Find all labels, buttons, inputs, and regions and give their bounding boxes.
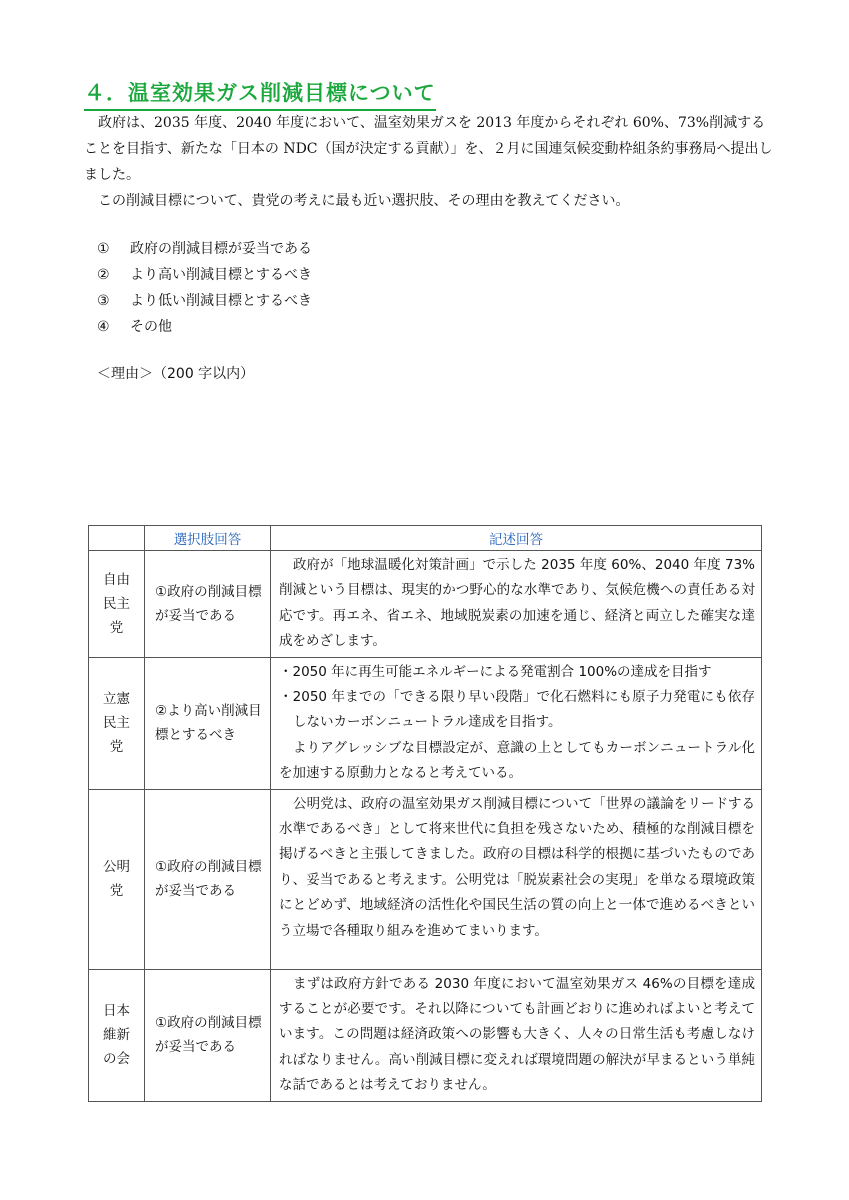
description-text: 政府が「地球温暖化対策計画」で示した 2035 年度 60%、2040 年度 73%削減という目標は、現実的かつ野心的な水準であり、気候危機への責任ある対応です。再エネ、省エネ、地域脱炭素の加速を通じ、経済と両立した確実な達成をめざします。 bbox=[279, 557, 755, 650]
option-item bbox=[97, 314, 312, 340]
option-label: その他 bbox=[130, 319, 172, 335]
party-name-line: 民主 bbox=[103, 715, 130, 732]
option-item bbox=[97, 262, 312, 288]
reason-label: ＜理由＞（200 字以内） bbox=[97, 366, 255, 382]
party-name bbox=[89, 969, 145, 1101]
choice-answer: ①政府の削減目標が妥当である bbox=[145, 551, 271, 658]
description-bullet: ・2050 年に再生可能エネルギーによる発電割合 100%の達成を目指す bbox=[279, 663, 712, 680]
option-label: より低い削減目標とするべき bbox=[130, 293, 312, 309]
header-description: 記述回答 bbox=[271, 526, 762, 551]
description-text: まずは政府方針である 2030 年度において温室効果ガス 46%の目標を達成することが必要です。それ以降についても計画どおりに進めればよいと考えています。この問題は経済政策への影響も大きく、人々の日常生活も考慮しなければなりません。高い削減目標に変えれば環境問題の解決が早まるという単純な話であるとは考えておりません。 bbox=[279, 975, 755, 1094]
party-name bbox=[89, 551, 145, 658]
option-number: ① bbox=[97, 241, 110, 257]
party-name-line: 民主 bbox=[103, 595, 130, 612]
choice-answer: ①政府の削減目標が妥当である bbox=[145, 969, 271, 1101]
description-answer bbox=[271, 789, 762, 969]
option-number: ② bbox=[97, 267, 110, 283]
party-name-line: 党 bbox=[109, 619, 124, 636]
intro-text bbox=[84, 110, 774, 214]
table-row bbox=[89, 789, 762, 969]
option-number: ④ bbox=[97, 319, 110, 335]
party-name-line: 党 bbox=[109, 739, 124, 756]
party-name-line: 公明 bbox=[103, 859, 130, 876]
header-choice: 選択肢回答 bbox=[145, 526, 271, 551]
description-answer bbox=[271, 969, 762, 1101]
description-bullet: ・2050 年までの「できる限り早い段階」で化石燃料にも原子力発電にも依存しないカーボンニュートラル達成を目指す。 bbox=[279, 689, 755, 731]
option-number: ③ bbox=[97, 293, 110, 309]
party-name bbox=[89, 657, 145, 789]
options-list bbox=[97, 236, 312, 340]
intro-question: この削減目標について、貴党の考えに最も近い選択肢、その理由を教えてください。 bbox=[98, 193, 630, 209]
party-name-line: 維新 bbox=[103, 1027, 130, 1044]
table-row bbox=[89, 551, 762, 658]
option-item bbox=[97, 236, 312, 262]
answers-table bbox=[88, 525, 762, 1102]
description-answer bbox=[271, 551, 762, 658]
party-name bbox=[89, 789, 145, 969]
description-answer bbox=[271, 657, 762, 789]
party-name-line: 党 bbox=[109, 883, 124, 900]
intro-paragraph: 政府は、2035 年度、2040 年度において、温室効果ガスを 2013 年度からそれぞれ 60%、73%削減することを目指す、新たな「日本の NDC（国が決定する貢献）」を、２月に国連気候変動枠組条約事務局へ提出しました。 bbox=[84, 115, 773, 183]
party-name-line: の会 bbox=[103, 1051, 130, 1068]
option-label: より高い削減目標とするべき bbox=[130, 267, 312, 283]
description-text: 公明党は、政府の温室効果ガス削減目標について「世界の議論をリードする水準であるべき」として将来世代に負担を残さないため、積極的な削減目標を掲げるべきと主張してきました。政府の目標は科学的根拠に基づいたものであり、妥当であると考えます。公明党は「脱炭素社会の実現」を単なる環境政策にとどめず、地域経済の活性化や国民生活の質の向上と一体で進めるべきという立場で各種取り組みを進めてまいります。 bbox=[279, 795, 755, 939]
table-row bbox=[89, 969, 762, 1101]
party-name-line: 自由 bbox=[103, 571, 130, 588]
option-label: 政府の削減目標が妥当である bbox=[130, 241, 312, 257]
party-name-line: 日本 bbox=[103, 1003, 130, 1020]
choice-answer: ①政府の削減目標が妥当である bbox=[145, 789, 271, 969]
section-title: ４．温室効果ガス削減目標について bbox=[84, 80, 436, 111]
table-row bbox=[89, 657, 762, 789]
option-item bbox=[97, 288, 312, 314]
description-text: よりアグレッシブな目標設定が、意識の上としてもカーボンニュートラル化を加速する原動力となると考えている。 bbox=[279, 739, 755, 782]
choice-answer: ②より高い削減目標とするべき bbox=[145, 657, 271, 789]
header-party bbox=[89, 526, 145, 551]
table-header-row bbox=[89, 526, 762, 551]
party-name-line: 立憲 bbox=[103, 691, 130, 708]
